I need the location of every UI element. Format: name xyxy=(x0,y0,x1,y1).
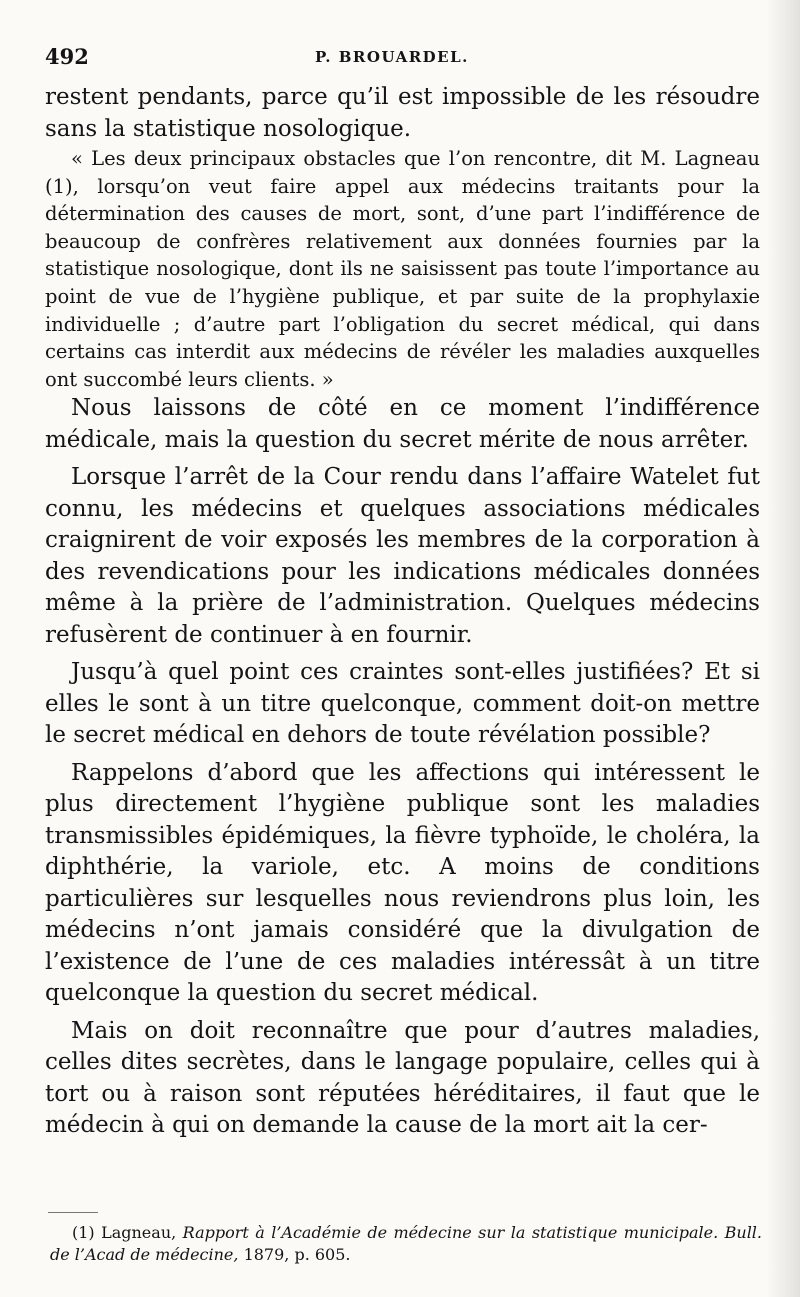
quotation-lagneau: « Les deux principaux obstacles que l’on rencontre, dit M. Lagneau (1), lorsqu’on veut faire appel aux médecins traitants pour la détermination des causes de mort, sont, d’une part l’indifférence de beaucoup de confrères relativement aux données fournies par la statistique nosologique, dont ils ne saisissent pas toute l’importance au point de vue de l’hygiène publique, et par suite de la prophylaxie individuelle ; d’autre part l’obligation du secret médical, qui dans certains cas interdit aux médecins de révéler les maladies auxquelles ont succombé leurs clients. » xyxy=(45,147,760,391)
footnote-tail: 1879, p. 605. xyxy=(243,1245,351,1264)
paragraph-watelet: Lorsque l’arrêt de la Cour rendu dans l’affaire Watelet fut connu, les médecins et quelques associations médicales craignirent de voir exposés les membres de la corporation à des revendications pour les indications médicales données même à la prière de l’administration. Quelques médecins refusèrent de continuer à en fournir. xyxy=(45,464,760,648)
paragraph-epidemics: Rappelons d’abord que les affections qui intéressent le plus directement l’hygiène publique sont les maladies transmissibles épidémiques, la fièvre typhoïde, le choléra, la diphthérie, la variole, etc. A moins de conditions particulières sur lesquelles nous reviendrons plus loin, les médecins n’ont jamais considéré que la divulgation de l’existence de l’une de ces maladies intéressât à un titre quelconque la question du secret médical. xyxy=(45,759,760,1007)
paragraph-indifference: Nous laissons de côté en ce moment l’indifférence médicale, mais la question du secret mérite de nous arrêter. xyxy=(45,395,760,453)
body-text xyxy=(45,82,760,1142)
paragraph-continuation: restent pendants, parce qu’il est impossible de les résoudre sans la statistique nosologique. xyxy=(45,84,760,142)
paragraph-secret-diseases: Mais on doit reconnaître que pour d’autres maladies, celles dites secrètes, dans le langage populaire, celles qui à tort ou à raison sont réputées héréditaires, il faut que le médecin à qui on demande la cause de la mort ait la cer- xyxy=(45,1017,760,1139)
footnote-rule xyxy=(48,1212,98,1213)
page-header xyxy=(45,44,752,74)
footnote xyxy=(50,1222,762,1266)
paragraph-question: Jusqu’à quel point ces craintes sont-elles justifiées? Et si elles le sont à un titre quelconque, comment doit-on mettre le secret médical en dehors de toute révélation possible? xyxy=(45,659,760,749)
footnote-title: Rapport à l’Académie de médecine sur la statistique municipale. Bull. de l’Acad de médecine, xyxy=(50,1223,763,1264)
page-number: 492 xyxy=(45,44,89,69)
running-head: P. BROUARDEL. xyxy=(315,48,469,66)
page-edge-shadow xyxy=(766,0,800,1297)
footnote-marker: (1) Lagneau, xyxy=(72,1223,177,1242)
